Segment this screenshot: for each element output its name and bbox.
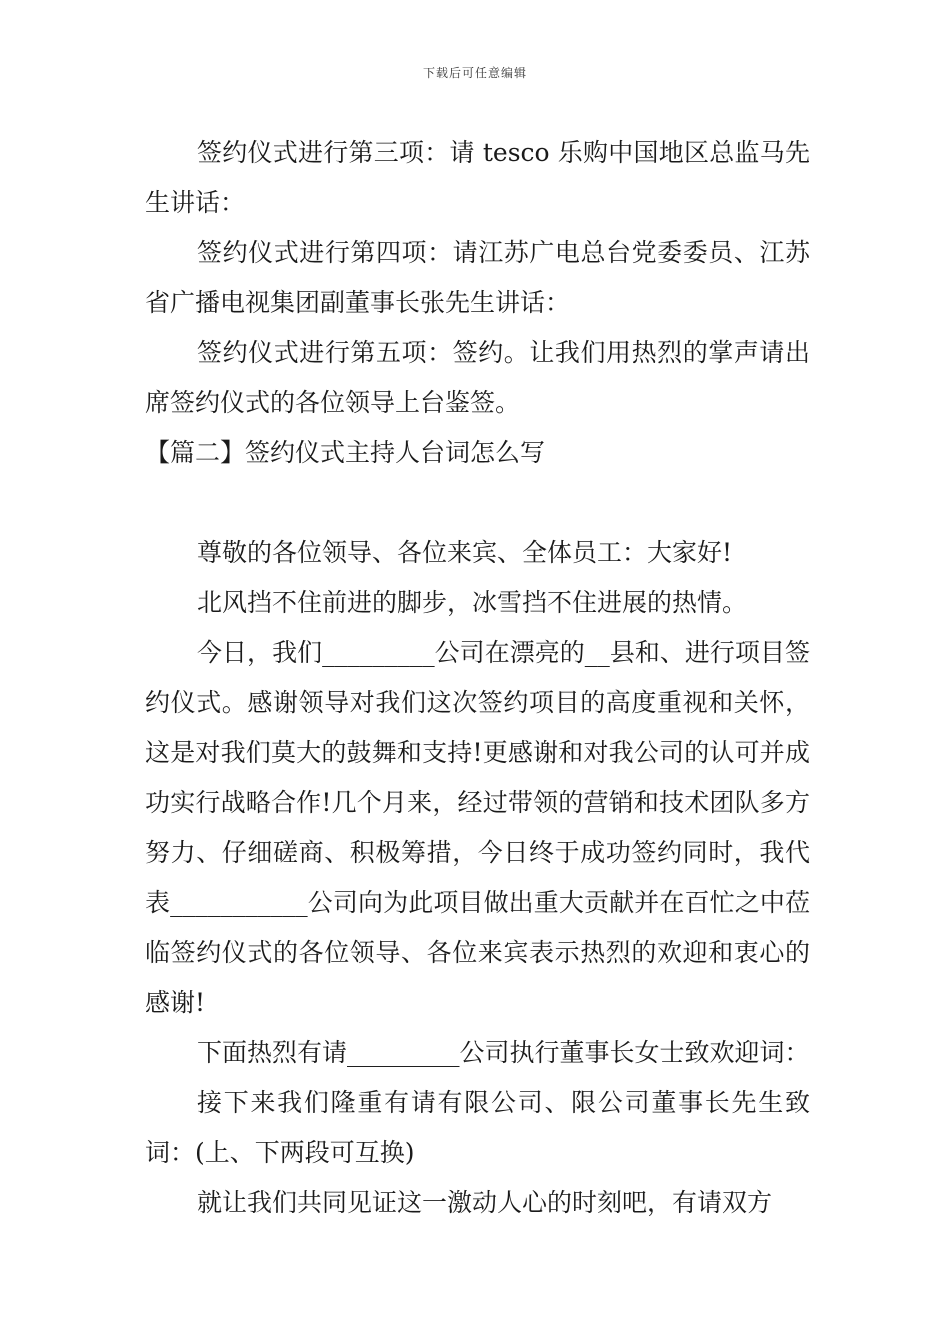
paragraph-greeting: 尊敬的各位领导、各位来宾、全体员工：大家好! [197, 538, 733, 567]
paragraph-witness: 就让我们共同见证这一激动人心的时刻吧，有请双方 [197, 1188, 773, 1217]
paragraph-opening: 北风挡不住前进的脚步，冰雪挡不住进展的热情。 [197, 588, 748, 617]
paragraph-item-five: 签约仪式进行第五项：签约。让我们用热烈的掌声请出席签约仪式的各位领导上台鉴签。 [145, 338, 810, 417]
header-note: 下载后可任意编辑 [422, 66, 527, 80]
section-heading: 【篇二】签约仪式主持人台词怎么写 [145, 438, 546, 467]
paragraph-item-four: 签约仪式进行第四项：请江苏广电总台党委委员、江苏省广播电视集团副董事长张先生讲话： [145, 238, 810, 317]
paragraph-main: 今日，我们_________公司在漂亮的__县和、进行项目签约仪式。感谢领导对我们这次签约项目的高度重视和关怀，这是对我们莫大的鼓舞和支持!更感谢和对我公司的认可并成功实行战略合作!几个月来，经过带领的营销和技术团队多方努力、仔细磋商、积极筹措，今日终于成功签约同时，我代表___________公司向为此项目做出重大贡献并在百忙之中莅临签约仪式的各位领导、各位来宾表示热烈的欢迎和衷心的感谢! [145, 638, 810, 1017]
paragraph-item-three: 签约仪式进行第三项：请 tesco 乐购中国地区总监马先生讲话： [145, 138, 810, 217]
spacer [145, 478, 810, 528]
paragraph-speech-invite: 接下来我们隆重有请有限公司、限公司董事长先生致词：(上、下两段可互换) [145, 1088, 810, 1167]
paragraph-welcome-invite: 下面热烈有请_________公司执行董事长女士致欢迎词： [197, 1038, 810, 1067]
document-body [145, 128, 810, 1228]
